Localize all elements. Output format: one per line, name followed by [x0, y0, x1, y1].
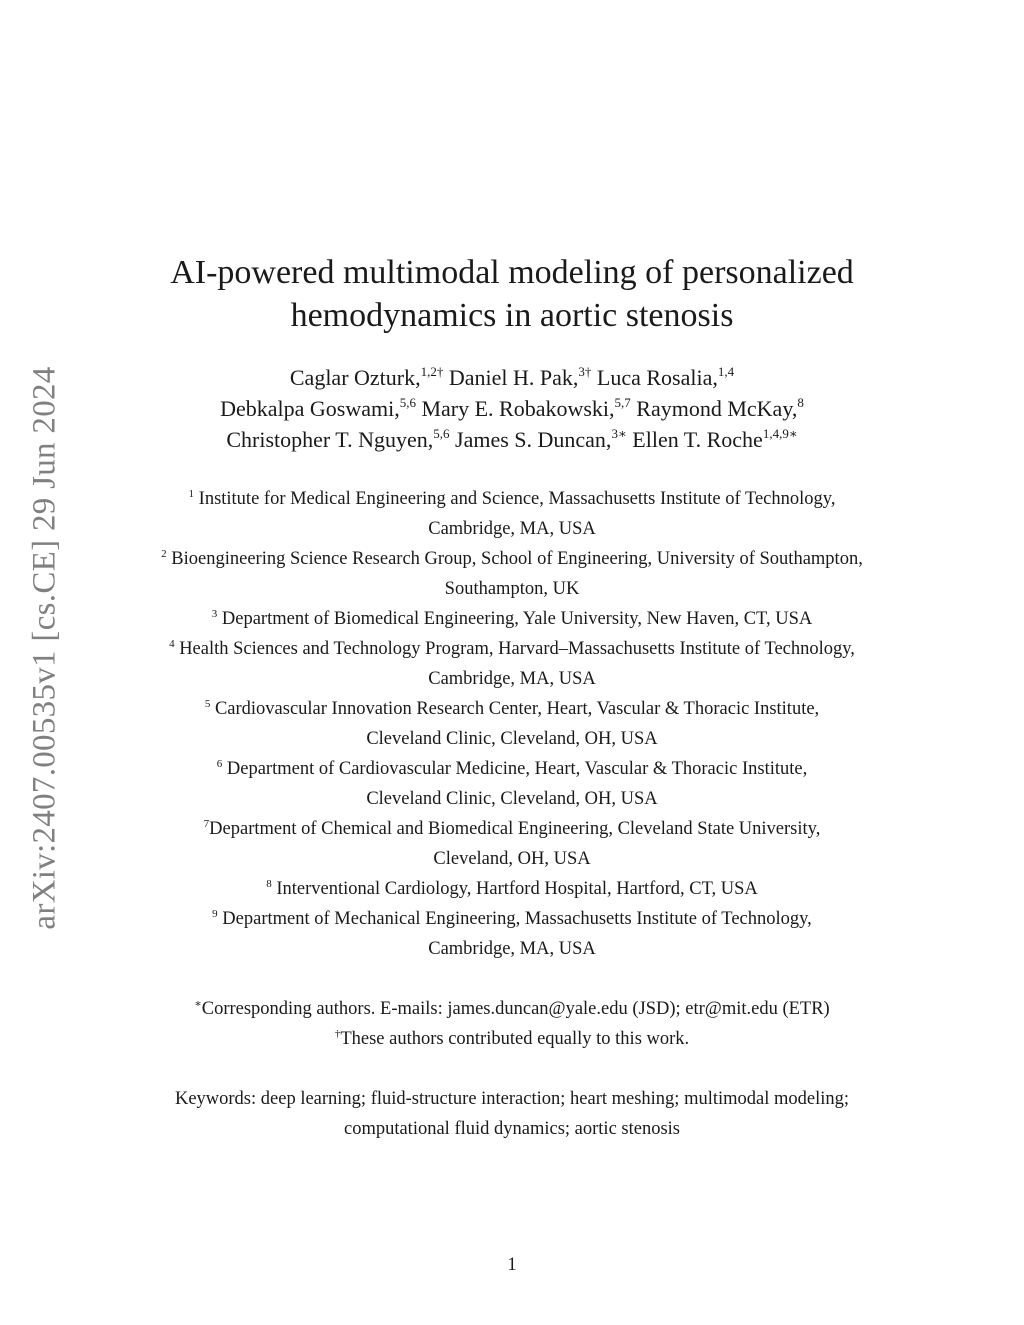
affiliation-line	[128, 634, 896, 664]
affiliation-number: 2	[161, 548, 167, 560]
corresponding-mark: ∗	[194, 998, 202, 1010]
affiliation-list	[128, 484, 896, 964]
affiliation-number: 9	[212, 908, 218, 920]
affiliation-9	[128, 904, 896, 964]
author-name: Ellen T. Roche	[632, 427, 763, 452]
affiliation-line	[128, 814, 896, 844]
author-name: Mary E. Robakowski,	[421, 396, 615, 421]
title-line-1: AI-powered multimodal modeling of personalized	[170, 254, 854, 291]
author-affiliation-marker: 3†	[578, 364, 592, 379]
author-affiliation-marker: 1,4	[717, 364, 735, 379]
author-affiliation-marker: 1,4,9∗	[762, 426, 798, 441]
author-name: Raymond McKay,	[636, 396, 798, 421]
affiliation-5	[128, 694, 896, 754]
equal-contribution-mark: †	[334, 1028, 341, 1040]
affiliation-number: 7	[203, 818, 210, 830]
affiliation-number: 4	[169, 638, 175, 650]
affiliation-8	[128, 874, 896, 904]
affiliation-line	[128, 754, 896, 784]
affiliation-number: 6	[216, 758, 223, 770]
affiliation-text: Institute for Medical Engineering and Science, Massachusetts Institute of Technology,	[198, 489, 836, 509]
author-name: Daniel H. Pak,	[448, 365, 579, 390]
affiliation-line: Cleveland Clinic, Cleveland, OH, USA	[366, 789, 658, 809]
equal-contribution-text: These authors contributed equally to this work.	[340, 1029, 690, 1049]
author-name: Caglar Ozturk,	[289, 365, 421, 390]
affiliation-text: Health Sciences and Technology Program, Harvard–Massachusetts Institute of Technology,	[179, 639, 855, 659]
author-list	[128, 362, 896, 455]
affiliation-3	[128, 604, 896, 634]
affiliation-line: Cambridge, MA, USA	[428, 669, 596, 689]
affiliation-7	[128, 814, 896, 874]
author-affiliation-marker: 5,6	[433, 426, 450, 441]
affiliation-2	[128, 544, 896, 604]
affiliation-line	[128, 874, 896, 904]
affiliation-1	[128, 484, 896, 544]
keywords-line-1: Keywords: deep learning; fluid-structure interaction; heart meshing; multimodal modeling;	[174, 1089, 850, 1109]
affiliation-line: Cambridge, MA, USA	[428, 939, 596, 959]
affiliation-line: Cleveland Clinic, Cleveland, OH, USA	[366, 729, 658, 749]
author-notes	[128, 994, 896, 1054]
corresponding-authors-text: Corresponding authors. E-mails: james.duncan@yale.edu (JSD); etr@mit.edu (ETR)	[201, 999, 830, 1019]
keywords-line-2: computational fluid dynamics; aortic stenosis	[343, 1119, 681, 1139]
affiliation-line	[128, 604, 896, 634]
affiliation-line	[128, 694, 896, 724]
affiliation-text: Department of Cardiovascular Medicine, Heart, Vascular & Thoracic Institute,	[226, 759, 808, 779]
affiliation-number: 5	[204, 698, 211, 710]
affiliation-number: 8	[266, 878, 272, 890]
affiliation-line	[128, 544, 896, 574]
affiliation-4	[128, 634, 896, 694]
affiliation-line: Cleveland, OH, USA	[433, 849, 591, 869]
author-affiliation-marker: 5,7	[614, 395, 631, 410]
affiliation-text: Department of Biomedical Engineering, Yale University, New Haven, CT, USA	[221, 609, 813, 629]
author-name: James S. Duncan,	[455, 427, 612, 452]
page-number: 1	[507, 1255, 517, 1275]
affiliation-text: Cardiovascular Innovation Research Center, Heart, Vascular & Thoracic Institute,	[214, 699, 820, 719]
affiliation-number: 3	[211, 608, 218, 620]
affiliation-line: Southampton, UK	[444, 579, 580, 599]
author-name: Christopher T. Nguyen,	[226, 427, 434, 452]
corresponding-authors-note	[128, 994, 896, 1024]
author-affiliation-marker: 1,2†	[420, 364, 444, 379]
affiliation-text: Bioengineering Science Research Group, School of Engineering, University of Southampton,	[171, 549, 863, 569]
title-line-2: hemodynamics in aortic stenosis	[290, 297, 734, 334]
affiliation-line: Cambridge, MA, USA	[428, 519, 596, 539]
affiliation-6	[128, 754, 896, 814]
keywords	[128, 1084, 896, 1144]
affiliation-number: 1	[188, 488, 195, 500]
author-line-2	[128, 393, 896, 424]
paper-title	[128, 251, 896, 337]
author-affiliation-marker: 8	[797, 395, 804, 410]
affiliation-line	[128, 904, 896, 934]
author-name: Debkalpa Goswami,	[220, 396, 400, 421]
author-affiliation-marker: 3∗	[611, 426, 627, 441]
equal-contribution-note	[128, 1024, 896, 1054]
affiliation-text: Department of Mechanical Engineering, Massachusetts Institute of Technology,	[222, 909, 812, 929]
affiliation-line	[128, 484, 896, 514]
affiliation-text: Department of Chemical and Biomedical Engineering, Cleveland State University,	[209, 819, 821, 839]
affiliation-text: Interventional Cardiology, Hartford Hospital, Hartford, CT, USA	[276, 879, 758, 899]
author-line-1	[128, 362, 896, 393]
author-line-3	[128, 424, 896, 455]
author-affiliation-marker: 5,6	[399, 395, 416, 410]
arxiv-identifier-stamp: arXiv:2407.00535v1 [cs.CE] 29 Jun 2024	[26, 366, 63, 930]
author-name: Luca Rosalia,	[596, 365, 718, 390]
